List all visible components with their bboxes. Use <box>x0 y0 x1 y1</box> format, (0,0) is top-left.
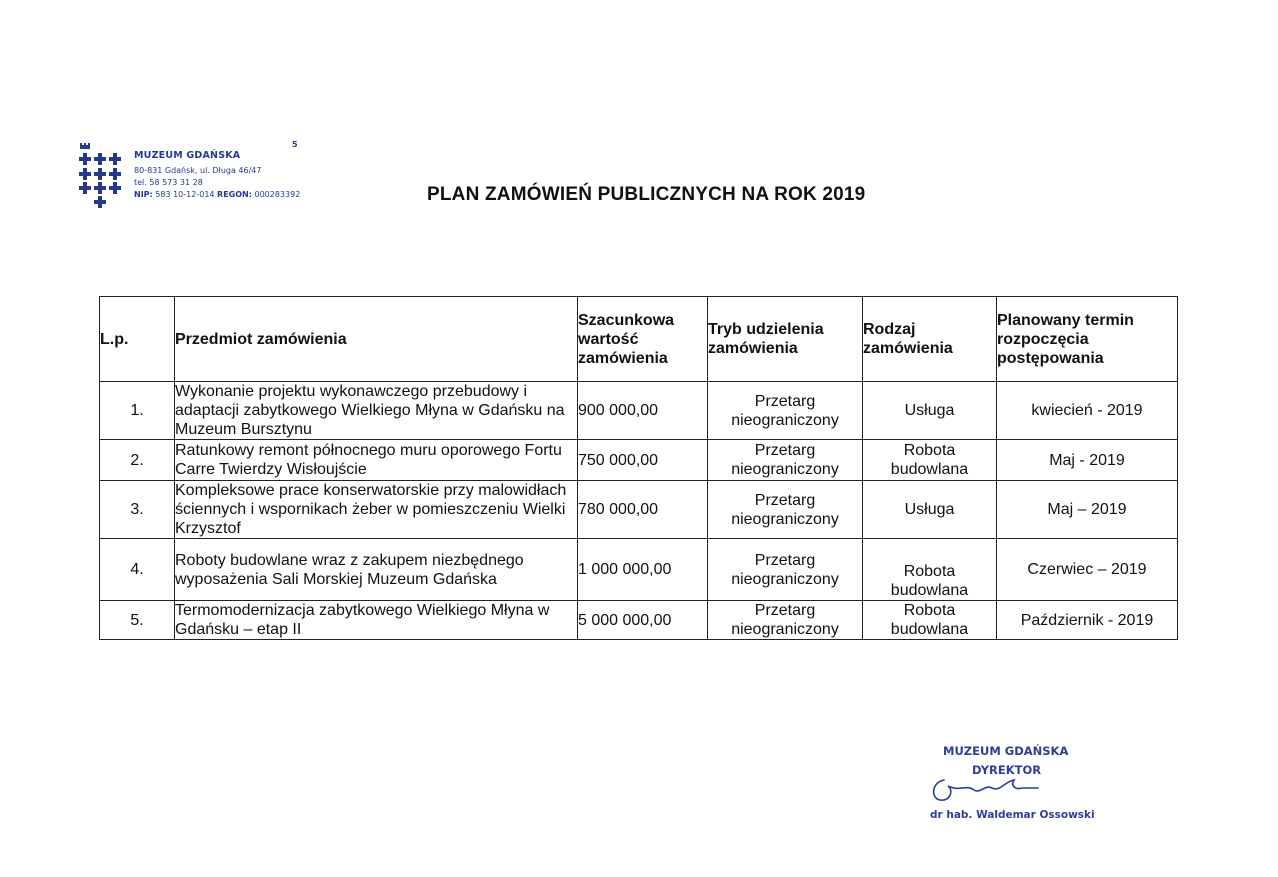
table-row <box>100 440 1178 481</box>
row-type: Robota budowlana <box>863 539 997 601</box>
procurement-plan-table <box>99 296 1178 640</box>
row-value: 750 000,00 <box>578 440 708 481</box>
stamp-role: DYREKTOR <box>972 763 1042 777</box>
row-mode: Przetarg nieograniczony <box>708 539 863 601</box>
table-header-row <box>100 297 1178 382</box>
regon-label: REGON: <box>217 190 252 199</box>
header-lp: L.p. <box>100 297 175 382</box>
row-value: 5 000 000,00 <box>578 601 708 640</box>
museum-logo-icon <box>78 141 124 209</box>
stamp-name: dr hab. Waldemar Ossowski <box>930 809 1095 821</box>
header-type: Rodzaj zamówienia <box>863 297 997 382</box>
row-lp: 2. <box>100 440 175 481</box>
row-subject: Termomodernizacja zabytkowego Wielkiego Młyna w Gdańsku – etap II <box>175 601 578 640</box>
nip-value: 583 10-12-014 <box>155 190 215 199</box>
row-value: 900 000,00 <box>578 382 708 440</box>
letterhead-org-name: MUZEUM GDAŃSKA <box>134 150 241 161</box>
row-lp: 4. <box>100 539 175 601</box>
row-date: Maj – 2019 <box>997 481 1178 539</box>
row-subject: Kompleksowe prace konserwatorskie przy malowidłach ściennych i wspornikach żeber w pomieszczeniu Wielki Krzysztof <box>175 481 578 539</box>
table-row <box>100 539 1178 601</box>
row-value: 780 000,00 <box>578 481 708 539</box>
row-date: Maj - 2019 <box>997 440 1178 481</box>
row-date: Październik - 2019 <box>997 601 1178 640</box>
page-number: 5 <box>292 140 298 149</box>
header-subject: Przedmiot zamówienia <box>175 297 578 382</box>
row-subject: Roboty budowlane wraz z zakupem niezbędnego wyposażenia Sali Morskiej Muzeum Gdańska <box>175 539 578 601</box>
document-title: PLAN ZAMÓWIEŃ PUBLICZNYCH NA ROK 2019 <box>427 184 866 205</box>
row-lp: 3. <box>100 481 175 539</box>
row-date: Czerwiec – 2019 <box>997 539 1178 601</box>
row-subject: Ratunkowy remont północnego muru oporowego Fortu Carre Twierdzy Wisłoujście <box>175 440 578 481</box>
regon-value: 000283392 <box>254 190 301 199</box>
row-value: 1 000 000,00 <box>578 539 708 601</box>
row-type: Robota budowlana <box>863 601 997 640</box>
row-type: Usługa <box>863 382 997 440</box>
row-date: kwiecień - 2019 <box>997 382 1178 440</box>
table-row <box>100 481 1178 539</box>
letterhead-address: 80-831 Gdańsk, ul. Długa 46/47 <box>134 166 262 175</box>
row-mode: Przetarg nieograniczony <box>708 440 863 481</box>
header-date: Planowany termin rozpoczęcia postępowania <box>997 297 1178 382</box>
signature-icon <box>930 772 1040 806</box>
row-lp: 1. <box>100 382 175 440</box>
letterhead-ids <box>134 190 300 199</box>
row-subject: Wykonanie projektu wykonawczego przebudowy i adaptacji zabytkowego Wielkiego Młyna w Gdańsku na Muzeum Bursztynu <box>175 382 578 440</box>
row-mode: Przetarg nieograniczony <box>708 481 863 539</box>
stamp-org: MUZEUM GDAŃSKA <box>943 744 1069 758</box>
header-value: Szacunkowa wartość zamówienia <box>578 297 708 382</box>
row-type: Usługa <box>863 481 997 539</box>
row-mode: Przetarg nieograniczony <box>708 382 863 440</box>
letterhead <box>134 150 300 202</box>
letterhead-phone: tel. 58 573 31 28 <box>134 178 203 187</box>
row-mode: Przetarg nieograniczony <box>708 601 863 640</box>
header-mode: Tryb udzielenia zamówienia <box>708 297 863 382</box>
table-row <box>100 382 1178 440</box>
nip-label: NIP: <box>134 190 153 199</box>
row-type: Robota budowlana <box>863 440 997 481</box>
table-row <box>100 601 1178 640</box>
row-lp: 5. <box>100 601 175 640</box>
